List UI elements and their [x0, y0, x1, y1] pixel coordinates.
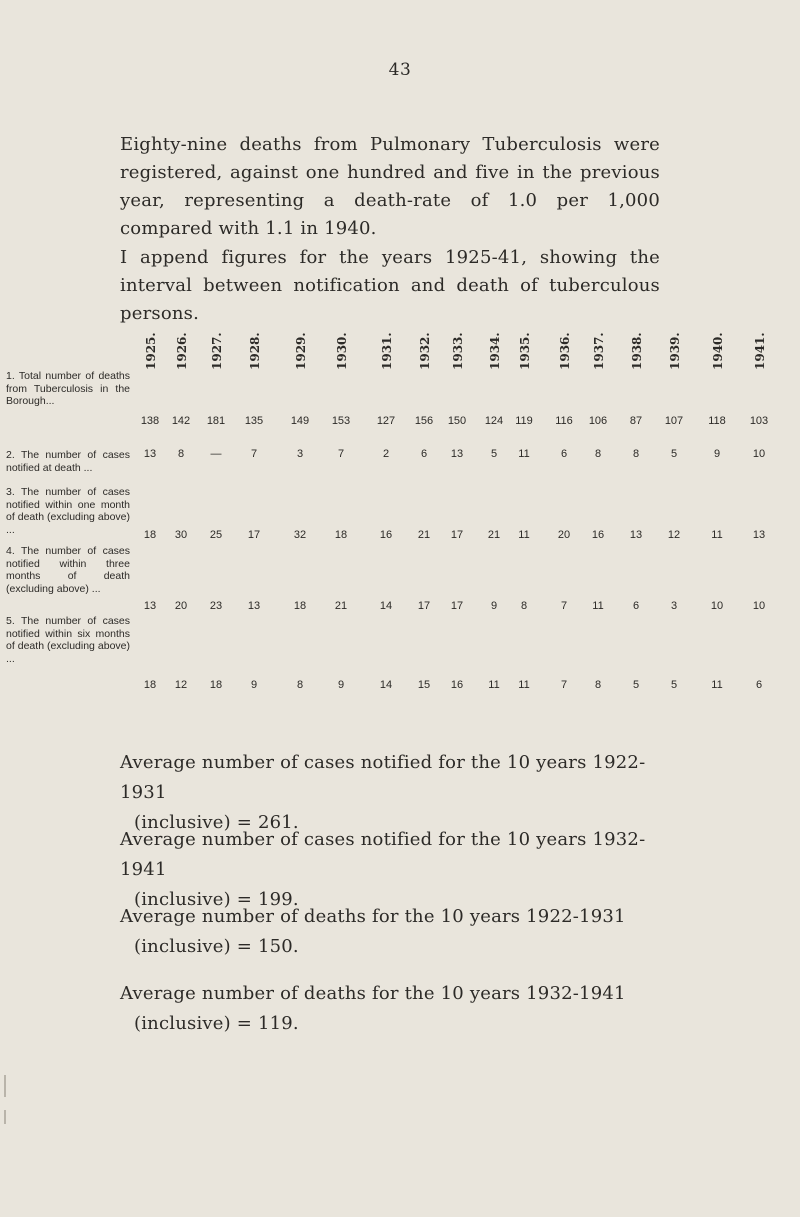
table-cell: 150 — [447, 415, 467, 427]
table-cell: 16 — [379, 529, 393, 541]
table-cell: 17 — [247, 529, 261, 541]
table-cell: 127 — [376, 415, 396, 427]
table-cell: 13 — [629, 529, 643, 541]
table-cell: 11 — [711, 679, 723, 691]
table-cell: 9 — [337, 679, 345, 691]
paragraph-deaths-summary: Eighty-nine deaths from Pulmonary Tuberculosis were registered, against one hundred and five in the previous year, representing a death-rate of 1.0 per 1,000 compared with 1.1 in 1940. — [120, 134, 660, 239]
table-cell: 11 — [518, 679, 530, 691]
table-cell: 17 — [450, 529, 464, 541]
year-header-label: 1934. — [488, 332, 502, 370]
table-cell: 9 — [250, 679, 258, 691]
year-header-label: 1925. — [144, 332, 158, 370]
year-header-label: 1931. — [380, 332, 394, 370]
average-result: (inclusive) = 261. — [134, 812, 299, 833]
table-cell: 8 — [594, 679, 602, 691]
table-cell: 87 — [629, 415, 643, 427]
page-number: 43 — [388, 60, 412, 80]
table-cell: 14 — [379, 600, 393, 612]
year-header — [518, 330, 540, 370]
year-header — [711, 330, 733, 370]
year-header — [488, 330, 510, 370]
table-cell: 11 — [711, 529, 723, 541]
table-cell: 23 — [209, 600, 223, 612]
table-cell: 8 — [296, 679, 304, 691]
average-deaths-1922-1931 — [120, 902, 680, 962]
average-line: Average number of deaths for the 10 years 1932-1941 — [120, 983, 626, 1004]
year-header-label: 1941. — [753, 332, 767, 370]
table-cell: 11 — [592, 600, 604, 612]
table-cell: 135 — [244, 415, 264, 427]
year-header — [210, 330, 232, 370]
year-header-label: 1926. — [175, 332, 189, 370]
table-cell: 18 — [143, 679, 157, 691]
table-cell: 13 — [752, 529, 766, 541]
table-cell: 3 — [296, 448, 304, 460]
year-header-label: 1939. — [668, 332, 682, 370]
table-cell: 2 — [382, 448, 390, 460]
table-cell: 7 — [250, 448, 258, 460]
table-cell: 11 — [488, 679, 500, 691]
average-line: Average number of cases notified for the 10 years 1932-1941 — [120, 829, 646, 880]
year-header — [753, 330, 775, 370]
table-cell: 5 — [490, 448, 498, 460]
table-cell: 16 — [591, 529, 605, 541]
table-cell: 149 — [290, 415, 310, 427]
average-result: (inclusive) = 150. — [134, 936, 299, 957]
year-header — [380, 330, 402, 370]
table-cell: 25 — [209, 529, 223, 541]
year-header-label: 1928. — [248, 332, 262, 370]
table-cell: 7 — [560, 600, 568, 612]
table-cell: 5 — [670, 448, 678, 460]
year-header — [451, 330, 473, 370]
table-cell: 6 — [560, 448, 568, 460]
average-result: (inclusive) = 119. — [134, 1013, 299, 1034]
average-line: Average number of deaths for the 10 years 1922-1931 — [120, 906, 626, 927]
table-cell: 21 — [417, 529, 431, 541]
table-cell: 17 — [417, 600, 431, 612]
average-deaths-1932-1941 — [120, 979, 680, 1039]
table-cell: 10 — [752, 600, 766, 612]
margin-mark — [4, 1075, 6, 1097]
table-cell: 156 — [414, 415, 434, 427]
table-cell: 12 — [667, 529, 681, 541]
table-cell: 17 — [450, 600, 464, 612]
table-cell: 107 — [664, 415, 684, 427]
table-cell: 16 — [450, 679, 464, 691]
row-label: 2. The number of cases notified at death ... — [6, 449, 130, 474]
table-cell: 12 — [174, 679, 188, 691]
table-cell: 6 — [420, 448, 428, 460]
year-header-label: 1930. — [335, 332, 349, 370]
year-header — [335, 330, 357, 370]
table-cell: 10 — [710, 600, 724, 612]
year-header-label: 1938. — [630, 332, 644, 370]
table-cell: 9 — [713, 448, 721, 460]
table-cell: 13 — [247, 600, 261, 612]
year-header-label: 1940. — [711, 332, 725, 370]
table-cell: 118 — [708, 415, 726, 427]
table-cell: 30 — [174, 529, 188, 541]
table-cell: 6 — [755, 679, 763, 691]
table-cell: 20 — [174, 600, 188, 612]
year-header — [175, 330, 197, 370]
table-cell: 5 — [632, 679, 640, 691]
table-cell: 142 — [171, 415, 191, 427]
table-cell: 21 — [487, 529, 501, 541]
table-cell: 18 — [143, 529, 157, 541]
table-cell: 20 — [557, 529, 571, 541]
margin-mark — [4, 1110, 6, 1124]
table-cell: 11 — [518, 529, 530, 541]
table-cell: 3 — [670, 600, 678, 612]
table-cell: 11 — [518, 448, 530, 460]
table-cell: 116 — [555, 415, 573, 427]
table-cell: 15 — [417, 679, 431, 691]
table-cell: 119 — [515, 415, 533, 427]
table-cell: 18 — [334, 529, 348, 541]
year-header — [248, 330, 270, 370]
year-header — [418, 330, 440, 370]
table-cell: 18 — [293, 600, 307, 612]
year-header-label: 1929. — [294, 332, 308, 370]
table-cell: 18 — [209, 679, 223, 691]
year-header-label: 1936. — [558, 332, 572, 370]
table-cell: 181 — [206, 415, 226, 427]
row-label: 3. The number of cases notified within one month of death (excluding above) ... — [6, 486, 130, 536]
year-header — [294, 330, 316, 370]
table-cell: 5 — [670, 679, 678, 691]
table-cell: 153 — [331, 415, 351, 427]
table-cell: 8 — [632, 448, 640, 460]
table-cell: 8 — [520, 600, 528, 612]
year-header-label: 1932. — [418, 332, 432, 370]
row-label: 4. The number of cases notified within three months of death (excluding above) ... — [6, 545, 130, 595]
table-cell: 106 — [588, 415, 608, 427]
table-cell: — — [210, 448, 222, 460]
table-cell: 14 — [379, 679, 393, 691]
year-header — [630, 330, 652, 370]
year-header-label: 1927. — [210, 332, 224, 370]
table-cell: 124 — [484, 415, 504, 427]
table-cell: 8 — [177, 448, 185, 460]
row-label: 1. Total number of deaths from Tuberculosis in the Borough... — [6, 370, 130, 407]
table-cell: 7 — [560, 679, 568, 691]
year-header-label: 1937. — [592, 332, 606, 370]
year-header-label: 1935. — [518, 332, 532, 370]
table-cell: 13 — [143, 600, 157, 612]
row-label: 5. The number of cases notified within six months of death (excluding above) ... — [6, 615, 130, 665]
table-cell: 9 — [490, 600, 498, 612]
table-cell: 10 — [752, 448, 766, 460]
average-result: (inclusive) = 199. — [134, 889, 299, 910]
paragraph-append-figures: I append figures for the years 1925-41, showing the interval between notification and death of tuberculous persons. — [120, 247, 660, 324]
table-cell: 13 — [450, 448, 464, 460]
year-header — [144, 330, 166, 370]
table-cell: 103 — [749, 415, 769, 427]
table-cell: 13 — [143, 448, 157, 460]
average-line: Average number of cases notified for the 10 years 1922-1931 — [120, 752, 646, 803]
year-header — [592, 330, 614, 370]
table-cell: 32 — [293, 529, 307, 541]
year-header — [668, 330, 690, 370]
table-cell: 6 — [632, 600, 640, 612]
table-cell: 7 — [337, 448, 345, 460]
table-cell: 8 — [594, 448, 602, 460]
year-header-label: 1933. — [451, 332, 465, 370]
year-header — [558, 330, 580, 370]
table-cell: 138 — [140, 415, 160, 427]
table-cell: 21 — [334, 600, 348, 612]
